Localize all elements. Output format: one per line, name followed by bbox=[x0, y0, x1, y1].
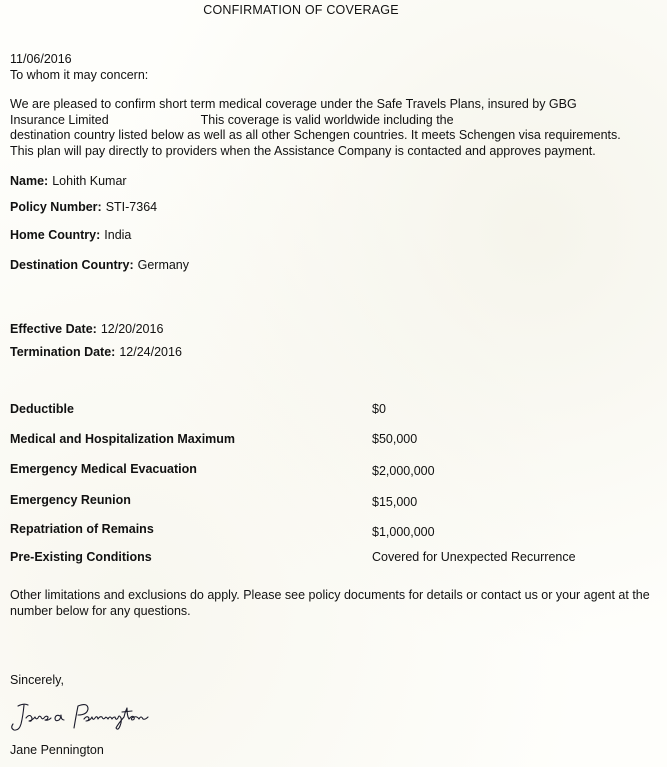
name-label: Name: bbox=[10, 174, 49, 188]
body-line-3: destination country listed below as well as all other Schengen countries. It meets Schengen visa requirements. bbox=[10, 128, 621, 142]
effective-date-field bbox=[10, 322, 163, 336]
coverage-label: Emergency Reunion bbox=[10, 493, 131, 507]
body-line-2 bbox=[10, 113, 660, 129]
effective-date-label: Effective Date: bbox=[10, 322, 97, 336]
salutation: To whom it may concern: bbox=[10, 68, 149, 82]
coverage-label: Deductible bbox=[10, 402, 74, 416]
coverage-value: $2,000,000 bbox=[372, 464, 435, 478]
name-field bbox=[10, 174, 127, 188]
limitations-line-1: Other limitations and exclusions do apply. Please see policy documents for details or contact us or your agent at the bbox=[10, 588, 650, 602]
coverage-label: Emergency Medical Evacuation bbox=[10, 462, 197, 476]
destination-country-field bbox=[10, 258, 189, 272]
termination-date-label: Termination Date: bbox=[10, 345, 116, 359]
destination-country-label: Destination Country: bbox=[10, 258, 134, 272]
effective-date-value: 12/20/2016 bbox=[100, 322, 164, 336]
body-line-2b: This coverage is valid worldwide including the bbox=[200, 112, 454, 127]
body-line-4: This plan will pay directly to providers when the Assistance Company is contacted and approves payment. bbox=[10, 143, 596, 158]
coverage-statement bbox=[10, 97, 660, 159]
body-line-2a: Insurance Limited bbox=[10, 112, 109, 127]
policy-number-value: STI-7364 bbox=[105, 200, 158, 214]
limitations-note bbox=[10, 588, 660, 619]
coverage-value: $50,000 bbox=[372, 432, 418, 446]
home-country-field bbox=[10, 228, 131, 242]
handwritten-signature bbox=[8, 698, 188, 738]
letter-date: 11/06/2016 bbox=[10, 52, 72, 66]
policy-number-label: Policy Number: bbox=[10, 200, 102, 214]
coverage-value: $0 bbox=[372, 402, 386, 416]
destination-country-value: Germany bbox=[137, 258, 190, 272]
name-value: Lohith Kumar bbox=[52, 174, 127, 188]
coverage-label: Repatriation of Remains bbox=[10, 522, 154, 536]
home-country-value: India bbox=[104, 228, 132, 242]
coverage-label: Medical and Hospitalization Maximum bbox=[10, 432, 236, 446]
coverage-value: $15,000 bbox=[372, 495, 418, 509]
home-country-label: Home Country: bbox=[10, 228, 101, 242]
coverage-label: Pre-Existing Conditions bbox=[10, 550, 152, 564]
limitations-line-2: number below for any questions. bbox=[10, 603, 191, 618]
signer-name: Jane Pennington bbox=[10, 743, 104, 757]
body-line-1: We are pleased to confirm short term medical coverage under the Safe Travels Plans, insured by GBG bbox=[10, 97, 577, 111]
coverage-value: Covered for Unexpected Recurrence bbox=[372, 550, 576, 564]
closing: Sincerely, bbox=[10, 673, 64, 687]
policy-number-field bbox=[10, 200, 157, 214]
coverage-value: $1,000,000 bbox=[372, 525, 435, 539]
document-title: CONFIRMATION OF COVERAGE bbox=[203, 3, 399, 17]
termination-date-field bbox=[10, 345, 182, 359]
termination-date-value: 12/24/2016 bbox=[119, 345, 182, 359]
